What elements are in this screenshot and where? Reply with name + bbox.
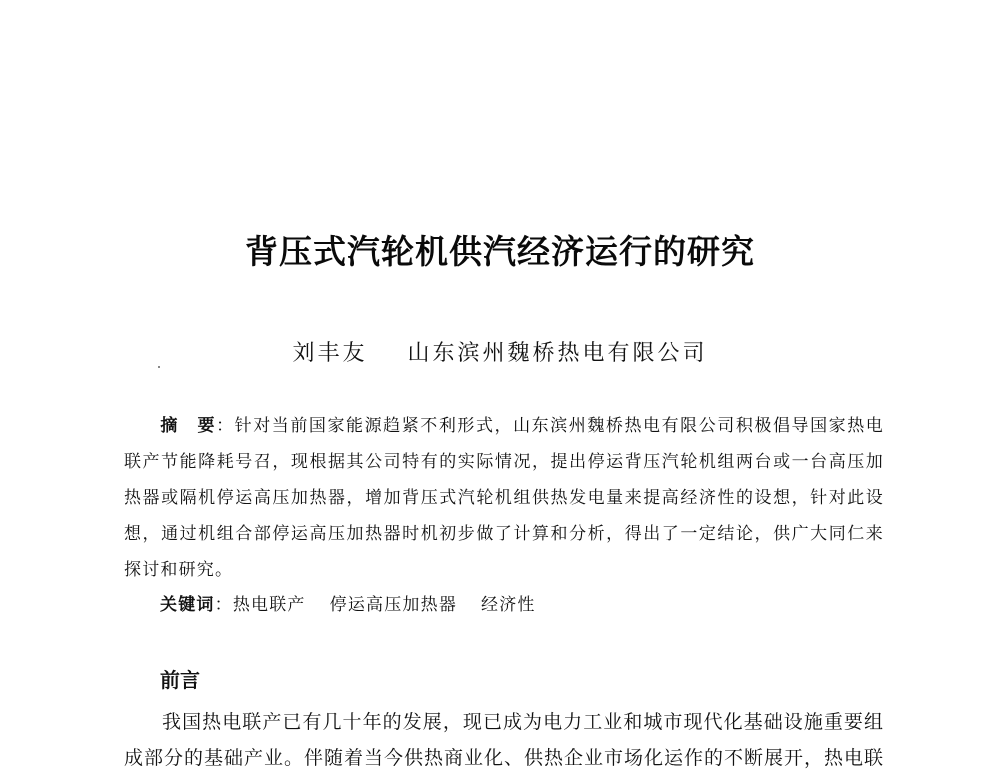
keywords-line (160, 590, 560, 620)
paper-title: 背压式汽轮机供汽经济运行的研究 (245, 232, 755, 271)
abstract-text: 针对当前国家能源趋紧不利形式，山东滨州魏桥热电有限公司积极倡导国家热电联产节能降耗号召，现根据其公司特有的实际情况，提出停运背压汽轮机组两台或一台高压加热器或隔机停运高压加热器，增加背压式汽轮机组供热发电量来提高经济性的设想，针对此设想，通过机组合部停运高压加热器时机初步做了计算和分析，得出了一定结论，供广大同仁来探讨和研究。 (124, 416, 885, 580)
keywords-label: 关键词 (160, 595, 215, 615)
abstract-paragraph (124, 408, 884, 588)
author-name: 刘丰友 (292, 341, 368, 366)
abstract-label: 摘 要 (160, 416, 217, 436)
author-affiliation: 山东滨州魏桥热电有限公司 (407, 341, 708, 366)
keyword-1: 热电联产 (232, 595, 306, 615)
scan-speck (158, 366, 160, 368)
keywords-colon: ： (214, 595, 233, 615)
intro-paragraph (124, 704, 884, 776)
intro-text: 我国热电联产已有几十年的发展，现已成为电力工业和城市现代化基础设施重要组成部分的基础产业。伴随着当今供热商业化、供热企业市场化运作的不断展开，热电联 (124, 711, 885, 769)
section-heading-intro: 前言 (160, 668, 200, 692)
keyword-3: 经济性 (481, 595, 536, 615)
keyword-2: 停运高压加热器 (329, 595, 458, 615)
byline (0, 336, 1000, 367)
abstract-colon: ： (216, 416, 235, 436)
